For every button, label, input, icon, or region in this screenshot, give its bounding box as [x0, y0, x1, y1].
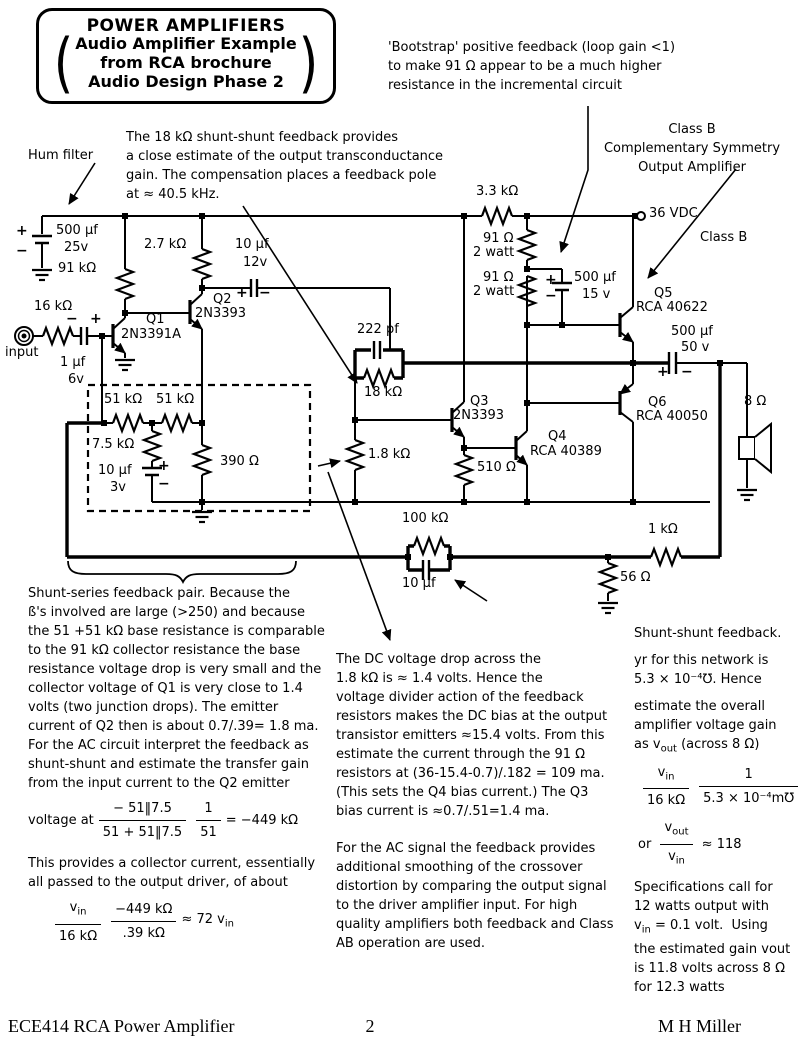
- label-resistor-2p7k: 2.7 kΩ: [144, 237, 187, 252]
- label-cap-10uf12-voltage: 12v: [243, 255, 268, 270]
- label-cap-hum-voltage: 25v: [64, 240, 89, 255]
- label-cap-10uf3-voltage: 3v: [110, 480, 126, 495]
- formula-collector-current: $\frac{v_{in}}{16 k\Omega}$ $\frac{-449 k\Omega}{.39 k\Omega}$ ≈ 72 $v_{in}$: [50, 898, 358, 946]
- right-p4c: the estimated gain vout is 11.8 volts across 8 Ω for 12.3 watts: [634, 941, 791, 995]
- label-resistor-91k: 91 kΩ: [58, 261, 97, 276]
- label-q3-part: 2N3393: [453, 408, 505, 423]
- right-p3a: estimate the overall amplifier voltage gain: [634, 699, 777, 733]
- resistor-1k-symbol: [651, 549, 681, 565]
- label-q1-part: 2N3391A: [121, 327, 181, 342]
- label-resistor-510: 510 Ω: [477, 460, 516, 475]
- note-hum-filter: Hum filter: [28, 148, 94, 163]
- left-para1: Shunt-series feedback pair. Because the ß's involved are large (>250) and because the 51 +51 kΩ base resistance is comparable to the 91 kΩ collector resistance the base resistance voltage drop is very small and the collector voltage of Q1 is very close to 1.4 volts (two junction drops). The emitter current of Q2 then is about 0.7/.39= 1.8 ma. For the AC circuit interpret the feedback as shunt-shunt and estimate the transfer gain from the input current to the Q2 emitter: [28, 586, 325, 791]
- q4-emitter-arrow: [516, 455, 527, 465]
- label-cap-boot-plus: +: [545, 272, 557, 288]
- ground-box: [192, 512, 212, 522]
- label-supply: 36 VDC: [649, 206, 698, 221]
- arrow-hum-filter: [69, 163, 95, 204]
- note-18k-feedback: The 18 kΩ shunt-shunt feedback provides a close estimate of the output transconductance gain. The compensation places a feedback pole at ≈ 40.5 kHz.: [126, 130, 444, 202]
- note-bootstrap: 'Bootstrap' positive feedback (loop gain <1) to make 91 Ω appear to be a much higher resistance in the incremental circuit: [388, 40, 676, 93]
- label-q2: Q2: [213, 292, 232, 307]
- middle-para2: For the AC signal the feedback provides additional smoothing of the crossover distortion by comparing the output signal to the driver amplifier input. For high quality amplifiers both feedback and Class AB operation are used.: [336, 841, 614, 951]
- label-q1: Q1: [146, 312, 165, 327]
- right-p2: yr for this network is 5.3 × 10⁻⁴℧. Hence: [634, 653, 769, 687]
- label-cap-boot-minus: −: [545, 288, 557, 304]
- q1-emitter-arrow: [113, 343, 125, 353]
- q5-emitter-arrow: [620, 332, 633, 342]
- right-column: [634, 624, 800, 997]
- resistor-16k-symbol: [43, 328, 73, 344]
- supply-terminal-icon: [637, 212, 645, 220]
- voltage-at-text: voltage at: [28, 813, 94, 828]
- label-cap-out-plus: +: [657, 364, 669, 380]
- label-cap-boot-value: 500 μf: [574, 270, 616, 285]
- label-cap-10uf12-plus: +: [236, 285, 248, 301]
- resistor-51k-b-symbol: [162, 415, 192, 431]
- label-q3: Q3: [470, 394, 489, 409]
- note-class-b: Class B Complementary Symmetry Output Amplifier: [603, 122, 781, 175]
- label-cap-hum-minus: −: [16, 243, 28, 259]
- label-speaker: 8 Ω: [744, 394, 767, 409]
- label-q6: Q6: [648, 395, 667, 410]
- label-cap-10uf12-minus: −: [259, 285, 271, 301]
- left-column: [28, 584, 358, 958]
- formula-transfer-gain: voltage at $\frac{- 51‖7.5}{51 + 51‖7.5}$ $\frac{1}{51}$ = −449 kΩ: [28, 801, 299, 840]
- middle-para1: The DC voltage drop across the 1.8 kΩ is ≈ 1.4 volts. Hence the voltage divider action of the feedback resistors makes the DC bias at the output transistor emitters ≈15.4 volts. From this estimate the current through the 91 Ω resistors at (36-15.4-0.7)/.182 = 109 ma. (This sets the Q4 bias current.) The Q3 bias current is ≈0.7/.51=1.4 ma.: [336, 652, 608, 819]
- left-para2: This provides a collector current, essentially all passed to the output driver, of about: [28, 856, 316, 890]
- footer-page-number: 2: [365, 1016, 375, 1036]
- paren-right-icon: ): [298, 24, 319, 101]
- label-q5: Q5: [654, 286, 673, 301]
- label-resistor-7p5k: 7.5 kΩ: [92, 437, 135, 452]
- label-cap-1uf-plus: +: [90, 311, 102, 327]
- label-cap-out-value: 500 μf: [671, 324, 713, 339]
- resistor-2p7k-symbol: [194, 249, 210, 279]
- label-resistor-18k: 18 kΩ: [364, 385, 403, 400]
- resistor-56-symbol: [600, 563, 616, 593]
- label-cap-222pf: 222 pf: [357, 322, 399, 337]
- title-subtitle: Audio Amplifier Example from RCA brochure Audio Design Phase 2: [75, 34, 297, 91]
- formula-gain-result: or $\frac{v_{out}}{v_{in}}$ ≈ 118: [638, 820, 742, 867]
- label-q6-part: RCA 40050: [636, 409, 708, 424]
- label-cap-1uf-value: 1 μf: [60, 355, 86, 370]
- right-p4b: $v_{in} = 0.1$ volt. Using: [634, 918, 768, 936]
- label-cap-1uf-minus: −: [66, 311, 78, 327]
- arrow-class-b: [648, 169, 736, 278]
- title-box: [36, 8, 336, 104]
- right-p4a: Specifications call for 12 watts output with: [634, 880, 773, 915]
- resistor-1p8k-symbol: [347, 440, 363, 470]
- label-cap-hum-value: 500 μf: [56, 223, 98, 238]
- page-title: POWER AMPLIFIERS: [86, 16, 286, 36]
- label-cap-10uf3-minus: −: [158, 476, 170, 492]
- label-resistor-91a-watt: 2 watt: [473, 245, 515, 260]
- label-resistor-91a: 91 Ω: [483, 231, 514, 246]
- label-resistor-3p3k: 3.3 kΩ: [476, 184, 519, 199]
- right-p3b: as $v_{out}$ (across 8 Ω): [634, 737, 760, 755]
- label-cap-boot-voltage: 15 v: [582, 287, 611, 302]
- resistor-7p5k-symbol: [144, 431, 160, 461]
- label-resistor-91b-watt: 2 watt: [473, 284, 515, 299]
- label-q4-part: RCA 40389: [530, 444, 602, 459]
- resistor-510-symbol: [456, 455, 472, 485]
- label-q2-part: 2N3393: [195, 306, 247, 321]
- formula-overall-gain: $\frac{v_{in}}{16 k\Omega}$ $\frac{1}{\text{5.3 × 10⁻⁴m℧}}$: [638, 763, 800, 811]
- label-q4: Q4: [548, 429, 567, 444]
- footer-author: M H Miller: [658, 1016, 741, 1036]
- label-resistor-100k: 100 kΩ: [402, 511, 449, 526]
- label-cap-10uf3-value: 10 μf: [98, 463, 132, 478]
- label-resistor-91b: 91 Ω: [483, 270, 514, 285]
- label-cap-out-voltage: 50 v: [681, 340, 710, 355]
- label-cap-1uf-voltage: 6v: [68, 372, 84, 387]
- label-resistor-1k: 1 kΩ: [648, 522, 678, 537]
- label-resistor-1p8k: 1.8 kΩ: [368, 447, 411, 462]
- paren-left-icon: (: [53, 24, 74, 101]
- label-q5-part: RCA 40622: [636, 300, 708, 315]
- arrow-bootstrap: [561, 106, 588, 252]
- label-cap-10uf12-value: 10 μf: [235, 237, 269, 252]
- middle-column: [336, 650, 641, 971]
- brace: [68, 561, 296, 582]
- label-cap-10uf-fb: 10 μf: [402, 576, 436, 591]
- ground-hum-cap: [32, 270, 52, 280]
- ground-q1: [115, 360, 135, 370]
- arrow-10uf-fb: [455, 580, 487, 601]
- label-cap-out-minus: −: [681, 364, 693, 380]
- label-resistor-51k-b: 51 kΩ: [156, 392, 195, 407]
- label-cap-10uf3-plus: +: [158, 458, 170, 474]
- label-resistor-390: 390 Ω: [220, 454, 259, 469]
- label-resistor-56: 56 Ω: [620, 570, 651, 585]
- resistor-91a-symbol: [519, 230, 535, 260]
- q3-emitter-arrow: [452, 427, 464, 437]
- resistor-91k-symbol: [117, 269, 133, 299]
- resistor-18k-symbol: [364, 370, 394, 386]
- footer-course: ECE414 RCA Power Amplifier: [8, 1016, 235, 1036]
- ground-56: [598, 603, 618, 613]
- ground-speaker: [737, 490, 757, 500]
- label-cap-hum-plus: +: [16, 223, 28, 239]
- label-class-b: Class B: [700, 230, 748, 245]
- resistor-390-symbol: [194, 445, 210, 475]
- label-resistor-16k: 16 kΩ: [34, 299, 73, 314]
- resistor-51k-a-symbol: [113, 415, 143, 431]
- resistor-3p3k-symbol: [482, 208, 512, 224]
- resistor-100k-symbol: [414, 538, 444, 554]
- input-jack-icon: [15, 327, 33, 345]
- arrow-1p8k: [318, 461, 340, 466]
- q6-emitter-arrow: [620, 384, 633, 394]
- right-p1: Shunt-shunt feedback.: [634, 626, 782, 641]
- label-input: input: [5, 345, 39, 360]
- speaker-icon: [739, 424, 771, 472]
- label-resistor-51k-a: 51 kΩ: [104, 392, 143, 407]
